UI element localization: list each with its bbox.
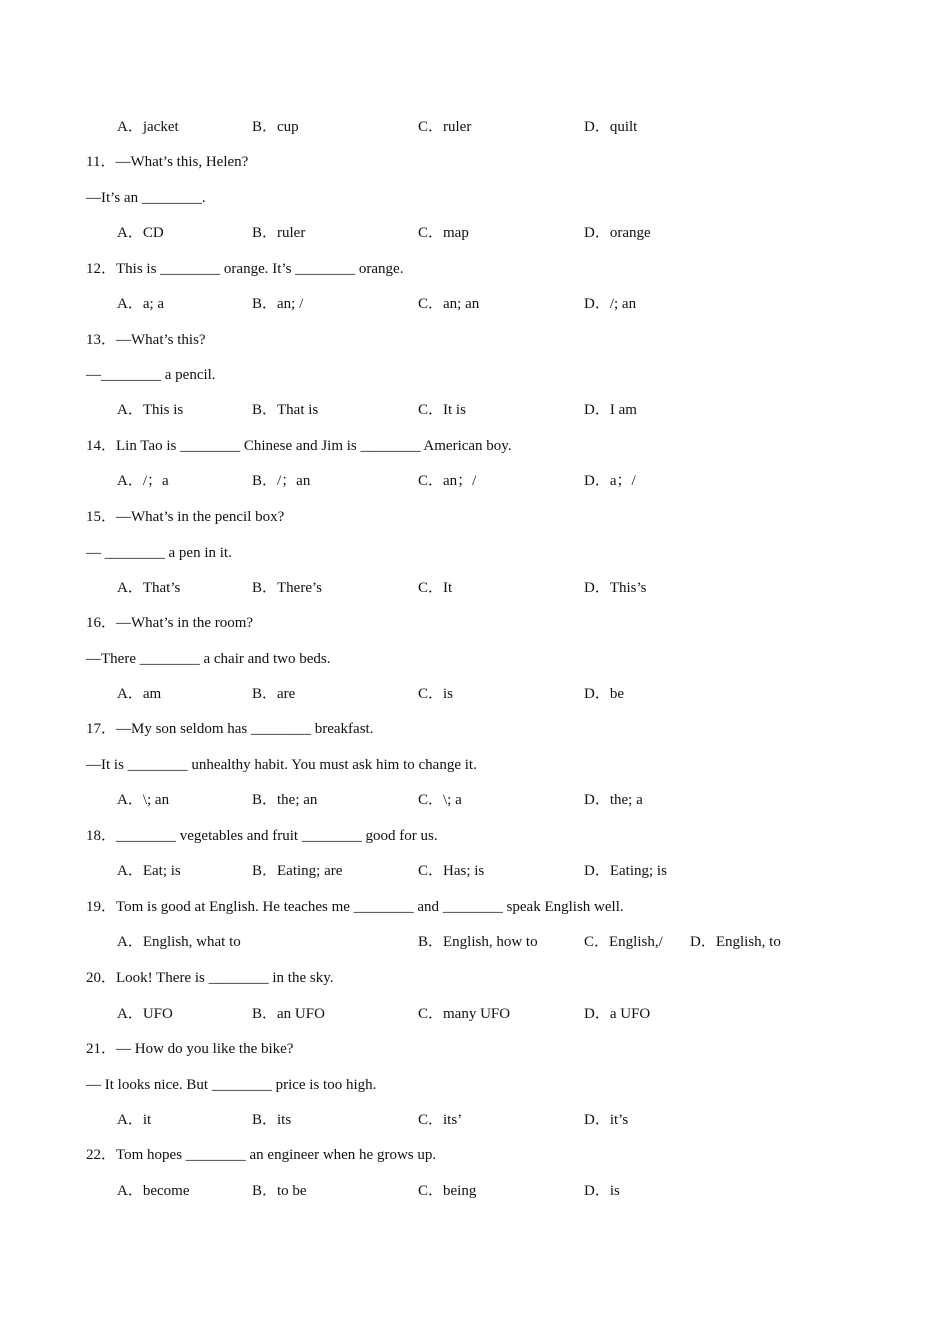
- question-15-answer-line: — ________ a pen in it.: [86, 545, 232, 561]
- q19-option-b: B．English, how to: [418, 934, 538, 950]
- question-20-options: [0, 1003, 950, 1025]
- q18-option-d: D．Eating; is: [584, 863, 667, 879]
- q19-option-a: A．English, what to: [117, 934, 241, 950]
- q10-option-c: C．ruler: [418, 119, 472, 135]
- q12-option-a: A．a; a: [117, 296, 165, 312]
- question-21-stem: 21．— How do you like the bike?: [86, 1041, 294, 1057]
- q22-option-c: C．being: [418, 1183, 477, 1199]
- q12-option-d: D．/; an: [584, 296, 637, 312]
- q15-option-b: B．There’s: [252, 580, 322, 596]
- question-17-answer-line: —It is ________ unhealthy habit. You must ask him to change it.: [86, 757, 477, 773]
- question-14-stem: 14．Lin Tao is ________ Chinese and Jim is ________ American boy.: [86, 438, 512, 454]
- q14-option-d: D．a；/: [584, 473, 636, 489]
- q14-option-a: A．/；a: [117, 473, 169, 489]
- q18-option-b: B．Eating; are: [252, 863, 343, 879]
- question-20-stem: 20．Look! There is ________ in the sky.: [86, 970, 334, 986]
- q18-option-c: C．Has; is: [418, 863, 485, 879]
- q15-option-a: A．That’s: [117, 580, 181, 596]
- q22-option-d: D．is: [584, 1183, 620, 1199]
- q11-option-d: D．orange: [584, 225, 651, 241]
- question-12-stem: 12．This is ________ orange. It’s ________ orange.: [86, 261, 404, 277]
- question-21-answer-line: — It looks nice. But ________ price is too high.: [86, 1077, 377, 1093]
- q21-option-c: C．its’: [418, 1112, 463, 1128]
- question-19-options: [0, 931, 950, 953]
- q18-option-a: A．Eat; is: [117, 863, 181, 879]
- question-14-options: [0, 470, 950, 492]
- q21-option-b: B．its: [252, 1112, 292, 1128]
- question-15-stem: 15．—What’s in the pencil box?: [86, 509, 285, 525]
- question-12-options: [0, 293, 950, 315]
- question-22-stem: 22．Tom hopes ________ an engineer when he grows up.: [86, 1147, 437, 1163]
- question-10-options: [0, 116, 950, 138]
- question-18-stem: 18．________ vegetables and fruit ________ good for us.: [86, 828, 438, 844]
- q14-option-b: B．/；an: [252, 473, 311, 489]
- q12-option-c: C．an; an: [418, 296, 480, 312]
- question-16-stem: 16．—What’s in the room?: [86, 615, 254, 631]
- question-13-options: [0, 399, 950, 421]
- q11-option-a: A．CD: [117, 225, 164, 241]
- question-22-options: [0, 1180, 950, 1202]
- question-13-answer-line: —________ a pencil.: [86, 367, 216, 383]
- q17-option-a: A．\; an: [117, 792, 170, 808]
- question-21-options: [0, 1109, 950, 1131]
- q21-option-a: A．it: [117, 1112, 152, 1128]
- question-15-options: [0, 577, 950, 599]
- question-16-answer-line: —There ________ a chair and two beds.: [86, 651, 331, 667]
- q22-option-b: B．to be: [252, 1183, 307, 1199]
- q13-option-b: B．That is: [252, 402, 319, 418]
- q16-option-b: B．are: [252, 686, 296, 702]
- q20-option-b: B．an UFO: [252, 1006, 325, 1022]
- q21-option-d: D．it’s: [584, 1112, 629, 1128]
- question-18-options: [0, 860, 950, 882]
- q13-option-c: C．It is: [418, 402, 466, 418]
- q10-option-d: D．quilt: [584, 119, 638, 135]
- q10-option-a: A．jacket: [117, 119, 179, 135]
- q15-option-c: C．It: [418, 580, 453, 596]
- question-19-stem: 19．Tom is good at English. He teaches me ________ and ________ speak English well.: [86, 899, 624, 915]
- q12-option-b: B．an; /: [252, 296, 304, 312]
- q10-option-b: B．cup: [252, 119, 299, 135]
- question-11-options: [0, 222, 950, 244]
- question-11-stem: 11．—What’s this, Helen?: [86, 154, 249, 170]
- question-11-answer-line: —It’s an ________.: [86, 190, 206, 206]
- q16-option-d: D．be: [584, 686, 624, 702]
- question-13-stem: 13．—What’s this?: [86, 332, 206, 348]
- q20-option-a: A．UFO: [117, 1006, 173, 1022]
- q22-option-a: A．become: [117, 1183, 190, 1199]
- q16-option-a: A．am: [117, 686, 162, 702]
- q17-option-c: C．\; a: [418, 792, 462, 808]
- q15-option-d: D．This’s: [584, 580, 647, 596]
- q17-option-d: D．the; a: [584, 792, 643, 808]
- question-17-stem: 17．—My son seldom has ________ breakfast.: [86, 721, 374, 737]
- q13-option-a: A．This is: [117, 402, 184, 418]
- question-16-options: [0, 683, 950, 705]
- q20-option-d: D．a UFO: [584, 1006, 651, 1022]
- question-17-options: [0, 789, 950, 811]
- q11-option-c: C．map: [418, 225, 469, 241]
- q20-option-c: C．many UFO: [418, 1006, 511, 1022]
- q14-option-c: C．an；/: [418, 473, 477, 489]
- q11-option-b: B．ruler: [252, 225, 306, 241]
- q19-option-c: C．English,/: [584, 934, 663, 950]
- q19-option-d: D．English, to: [690, 934, 781, 950]
- q17-option-b: B．the; an: [252, 792, 318, 808]
- q16-option-c: C．is: [418, 686, 454, 702]
- q13-option-d: D．I am: [584, 402, 637, 418]
